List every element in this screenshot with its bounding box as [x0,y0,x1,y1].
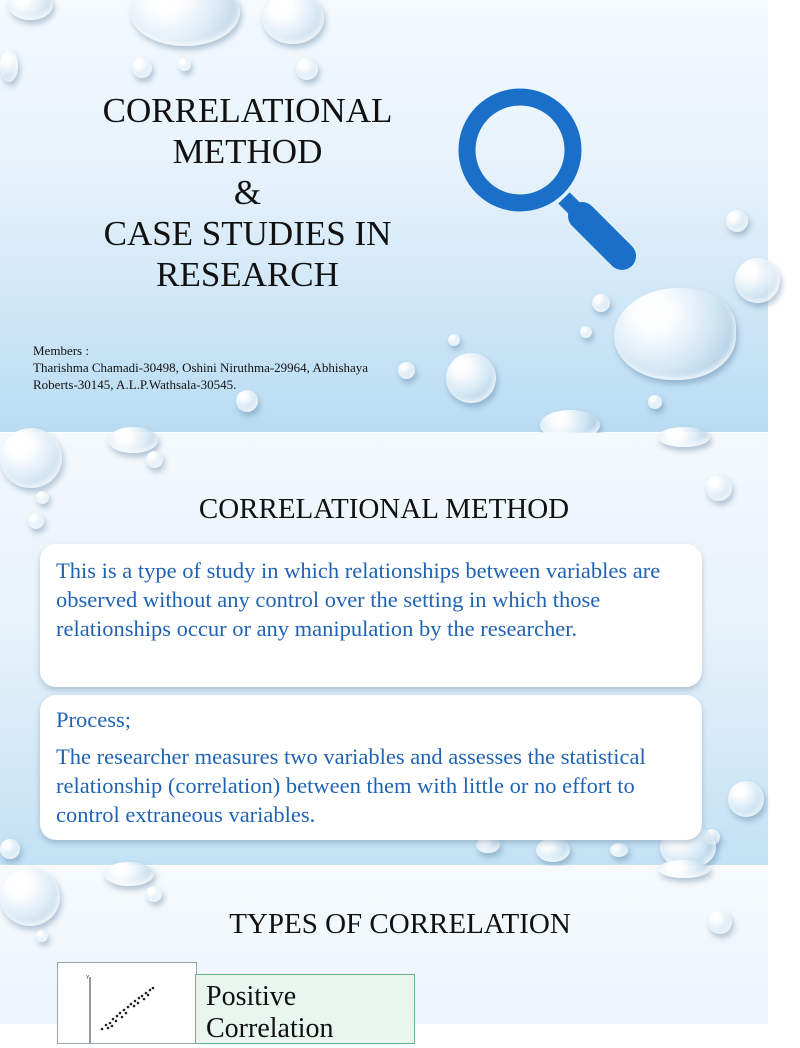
water-droplet [236,390,258,412]
water-droplet [130,0,240,46]
title-line: RESEARCH [156,255,339,294]
svg-text:Y: Y [86,975,90,981]
water-droplet [448,334,460,346]
water-droplet [146,886,162,902]
magnifying-glass-icon [452,80,647,275]
water-droplet [296,58,318,80]
water-droplet [580,326,592,338]
process-text: The researcher measures two variables and assesses the statistical relationship (correlation) between them with little or no effort to control extraneous variables. [56,744,646,827]
water-droplet [658,427,710,447]
title-slide [0,0,768,432]
title-line: METHOD [172,132,323,171]
members-line: Roberts-30145, A.L.P.Wathsala-30545. [33,377,237,392]
types-of-correlation-slide [0,866,768,1044]
process-heading: Process; [56,707,131,732]
positive-correlation-label [195,974,415,1044]
water-droplet [104,862,154,886]
positive-label-line: Positive [206,981,297,1012]
water-droplet [536,838,570,862]
members-label: Members : [33,343,89,358]
water-droplet [8,0,53,20]
water-droplet [610,843,628,857]
members-list [33,342,413,393]
water-droplet [0,50,18,82]
water-droplet [648,395,662,409]
water-droplet [178,58,191,71]
members-line: Tharishma Chamadi-30498, Oshini Niruthma-29964, Abhishaya [33,360,369,375]
positive-label-line: Correlation [206,1013,334,1044]
process-card [40,695,702,840]
water-droplet [146,451,163,468]
water-droplet [658,860,710,878]
water-droplet [108,427,158,453]
water-droplet [728,781,764,817]
water-droplet [726,210,748,232]
water-droplet [446,353,496,403]
title-line: CORRELATIONAL [102,91,393,130]
scatter-plot-graphic [58,963,196,1043]
slide-title: TYPES OF CORRELATION [229,908,571,940]
definition-text: This is a type of study in which relationships between variables are observed without any control over the setting in which those relationships occur or any manipulation by the researcher. [56,558,661,641]
water-droplet [0,428,62,488]
water-droplet [614,288,736,380]
correlational-method-slide [0,433,768,865]
scatter-plot-thumbnail [57,962,197,1044]
title-line: & [233,173,262,212]
slide-title: CORRELATIONAL METHOD [198,493,570,525]
title-line: CASE STUDIES IN [103,214,392,253]
water-droplet [132,58,152,78]
water-droplet [0,839,20,859]
water-droplet [735,258,780,303]
presentation-title [60,90,435,295]
water-droplet [592,294,610,312]
water-droplet [262,0,324,44]
definition-card [40,544,702,687]
